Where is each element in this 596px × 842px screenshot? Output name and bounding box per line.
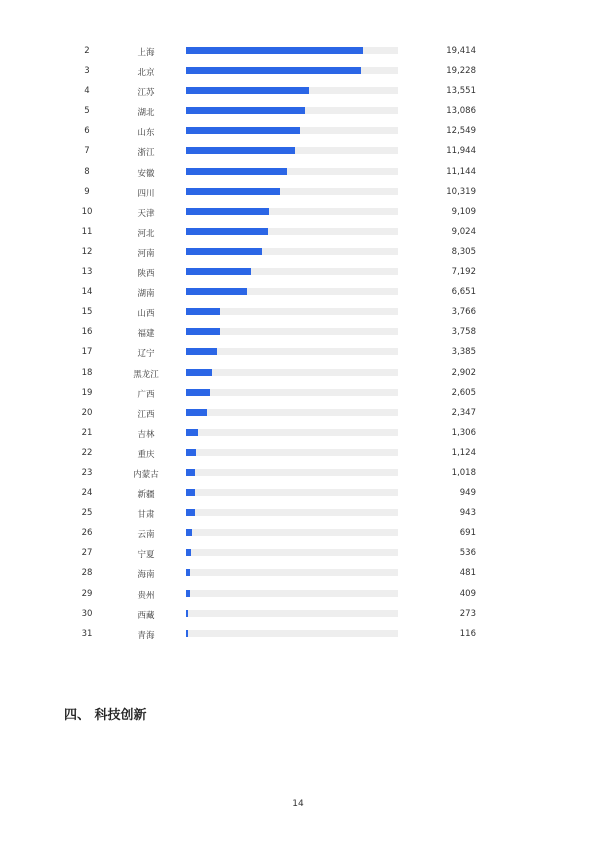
rank-number: 23 [81,467,93,478]
ranking-chart [0,41,596,644]
rank-number: 3 [84,66,90,77]
value-label: 10,319 [446,186,476,197]
bar-track [186,590,398,597]
rank-number: 19 [81,387,93,398]
bar-track [186,369,398,376]
bar-track [186,268,398,275]
ranking-row [0,523,596,543]
rank-number: 14 [81,287,93,298]
ranking-row [0,463,596,483]
ranking-row [0,282,596,302]
section-heading: 四、 科技创新 [64,708,147,723]
ranking-row [0,61,596,81]
bar-fill [186,147,295,154]
bar-track [186,569,398,576]
ranking-row [0,41,596,61]
page-number: 14 [292,799,304,809]
rank-number: 25 [81,508,93,519]
bar-track [186,127,398,134]
bar-fill [186,449,196,456]
rank-number: 4 [84,86,90,97]
bar-track [186,87,398,94]
value-label: 1,124 [451,447,476,458]
bar-track [186,47,398,54]
bar-track [186,308,398,315]
province-name: 辽宁 [137,349,155,360]
province-name: 广西 [137,389,155,400]
bar-fill [186,168,287,175]
ranking-row [0,403,596,423]
rank-number: 16 [81,327,93,338]
value-label: 13,551 [446,86,476,97]
ranking-row [0,342,596,362]
bar-track [186,449,398,456]
value-label: 13,086 [446,106,476,117]
bar-track [186,188,398,195]
value-label: 7,192 [451,267,476,278]
bar-track [186,529,398,536]
province-name: 甘肃 [137,510,155,521]
ranking-row [0,604,596,624]
value-label: 19,228 [446,66,476,77]
ranking-row [0,483,596,503]
ranking-row [0,141,596,161]
bar-fill [186,489,195,496]
rank-number: 7 [84,146,90,157]
bar-fill [186,529,192,536]
bar-fill [186,630,188,637]
bar-fill [186,248,262,255]
bar-fill [186,569,190,576]
bar-track [186,107,398,114]
ranking-row [0,503,596,523]
province-name: 河北 [137,228,155,239]
value-label: 9,024 [451,226,476,237]
rank-number: 27 [81,548,93,559]
ranking-row [0,363,596,383]
rank-number: 12 [81,246,93,257]
bar-fill [186,87,309,94]
ranking-row [0,443,596,463]
bar-fill [186,429,198,436]
province-name: 安徽 [137,168,155,179]
ranking-row [0,121,596,141]
bar-fill [186,107,305,114]
bar-track [186,348,398,355]
ranking-row [0,584,596,604]
province-name: 福建 [137,329,155,340]
ranking-row [0,222,596,242]
value-label: 943 [459,508,476,519]
province-name: 天津 [137,208,155,219]
province-name: 陕西 [137,269,155,280]
value-label: 2,347 [451,407,476,418]
bar-track [186,409,398,416]
bar-fill [186,348,217,355]
province-name: 四川 [137,188,155,199]
ranking-row [0,262,596,282]
value-label: 11,144 [446,166,476,177]
rank-number: 22 [81,447,93,458]
province-name: 河南 [137,248,155,259]
rank-number: 2 [84,46,90,56]
province-name: 山东 [137,128,155,139]
ranking-row [0,423,596,443]
ranking-row [0,202,596,222]
rank-number: 13 [81,267,93,278]
value-label: 3,385 [451,347,476,358]
ranking-row [0,81,596,101]
province-name: 宁夏 [137,550,155,561]
province-name: 西藏 [137,610,155,621]
bar-track [186,248,398,255]
province-name: 重庆 [137,449,155,460]
value-label: 2,902 [451,367,476,378]
bar-fill [186,409,207,416]
bar-fill [186,127,300,134]
bar-track [186,630,398,637]
ranking-row [0,624,596,644]
value-label: 12,549 [446,126,476,137]
value-label: 536 [459,548,476,559]
bar-fill [186,389,210,396]
bar-fill [186,288,247,295]
ranking-row [0,101,596,121]
ranking-row [0,322,596,342]
rank-number: 5 [84,106,90,117]
bar-track [186,429,398,436]
bar-fill [186,188,280,195]
rank-number: 30 [81,608,93,619]
rank-number: 8 [84,166,90,177]
province-name: 吉林 [137,429,155,440]
bar-fill [186,47,363,54]
value-label: 3,758 [451,327,476,338]
value-label: 116 [459,628,476,639]
province-name: 北京 [137,68,155,79]
province-name: 湖南 [137,289,155,300]
rank-number: 26 [81,528,93,539]
value-label: 481 [459,568,476,579]
ranking-row [0,182,596,202]
rank-number: 28 [81,568,93,579]
value-label: 9,109 [451,206,476,217]
ranking-row [0,543,596,563]
rank-number: 20 [81,407,93,418]
ranking-row [0,242,596,262]
province-name: 浙江 [137,148,155,159]
province-name: 黑龙江 [133,369,159,380]
bar-fill [186,610,188,617]
province-name: 江苏 [137,88,155,99]
rank-number: 29 [81,588,93,599]
ranking-row [0,563,596,583]
rank-number: 9 [84,186,90,197]
province-name: 上海 [137,48,155,58]
rank-number: 10 [81,206,93,217]
province-name: 山西 [137,309,155,320]
value-label: 1,306 [451,427,476,438]
bar-fill [186,328,220,335]
rank-number: 21 [81,427,93,438]
bar-track [186,489,398,496]
bar-track [186,147,398,154]
bar-track [186,208,398,215]
value-label: 6,651 [451,287,476,298]
rank-number: 17 [81,347,93,358]
province-name: 内蒙古 [133,469,159,480]
bar-fill [186,208,269,215]
bar-fill [186,549,191,556]
value-label: 691 [459,528,476,539]
province-name: 青海 [137,630,155,641]
value-label: 3,766 [451,307,476,318]
rank-number: 15 [81,307,93,318]
value-label: 949 [459,488,476,499]
rank-number: 31 [81,628,93,639]
rank-number: 18 [81,367,93,378]
bar-track [186,67,398,74]
value-label: 409 [459,588,476,599]
bar-track [186,228,398,235]
bar-track [186,328,398,335]
ranking-row [0,383,596,403]
bar-fill [186,228,268,235]
ranking-row [0,162,596,182]
value-label: 19,414 [446,46,476,56]
bar-fill [186,308,220,315]
rank-number: 6 [84,126,90,137]
value-label: 8,305 [451,246,476,257]
value-label: 1,018 [451,467,476,478]
province-name: 海南 [137,570,155,581]
bar-track [186,509,398,516]
bar-track [186,389,398,396]
province-name: 湖北 [137,108,155,119]
province-name: 云南 [137,530,155,541]
province-name: 新疆 [137,490,155,501]
bar-fill [186,369,212,376]
value-label: 2,605 [451,387,476,398]
ranking-row [0,302,596,322]
bar-fill [186,268,251,275]
bar-track [186,549,398,556]
bar-track [186,469,398,476]
province-name: 江西 [137,409,155,420]
bar-fill [186,469,195,476]
rank-number: 11 [81,226,93,237]
rank-number: 24 [81,488,93,499]
bar-track [186,288,398,295]
bar-track [186,168,398,175]
bar-fill [186,590,190,597]
value-label: 273 [459,608,476,619]
province-name: 贵州 [137,590,155,601]
bar-track [186,610,398,617]
value-label: 11,944 [446,146,476,157]
bar-fill [186,67,361,74]
bar-fill [186,509,195,516]
